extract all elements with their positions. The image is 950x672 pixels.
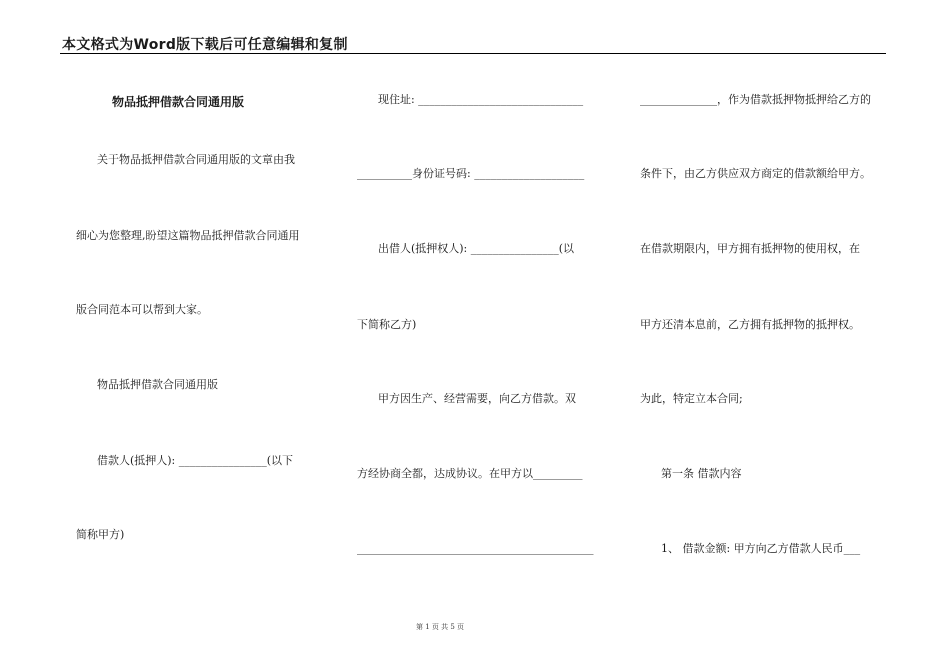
text-line: 关于物品抵押借款合同通用版的文章由我 bbox=[76, 153, 295, 166]
text-line: 甲方还清本息前，乙方拥有抵押物的抵押权。 bbox=[640, 318, 860, 331]
text-line: 第一条 借款内容 bbox=[640, 467, 742, 480]
text-line: 版合同范本可以帮到大家。 bbox=[76, 303, 208, 316]
column-2 bbox=[357, 0, 605, 640]
text-line: ___________________________________________ bbox=[357, 542, 594, 555]
page-number: 第 1 页 共 5 页 bbox=[415, 623, 465, 631]
text-line: 条件下，由乙方供应双方商定的借款额给甲方。 bbox=[640, 167, 871, 180]
text-line: 简称甲方) bbox=[76, 528, 125, 541]
header-title: 本文格式为Word版下载后可任意编辑和复制 bbox=[62, 37, 348, 53]
text-line: __________身份证号码: ____________________ bbox=[357, 167, 585, 180]
text-line: 现住址: ______________________________ bbox=[357, 93, 584, 106]
text-line: 在借款期限内，甲方拥有抵押物的使用权，在 bbox=[640, 242, 860, 255]
text-line: 下简称乙方) bbox=[357, 318, 417, 331]
column-3 bbox=[640, 0, 888, 640]
text-line: 出借人(抵押权人): ________________(以 bbox=[357, 242, 575, 255]
text-line: 物品抵押借款合同通用版 bbox=[76, 378, 218, 391]
text-line: 1、 借款金额: 甲方向乙方借款人民币___ bbox=[640, 542, 861, 555]
text-line: 细心为您整理,盼望这篇物品抵押借款合同通用 bbox=[76, 229, 300, 242]
text-line: 借款人(抵押人): ________________(以下 bbox=[76, 454, 294, 467]
column-1 bbox=[76, 0, 324, 640]
text-line: 方经协商全都，达成协议。在甲方以_________ bbox=[357, 467, 583, 480]
document-title: 物品抵押借款合同通用版 bbox=[112, 95, 245, 109]
text-line: 为此，特定立本合同; bbox=[640, 392, 743, 405]
text-line: 甲方因生产、经营需要，向乙方借款。双 bbox=[357, 392, 576, 405]
text-line: ______________，作为借款抵押物抵押给乙方的 bbox=[640, 93, 871, 106]
